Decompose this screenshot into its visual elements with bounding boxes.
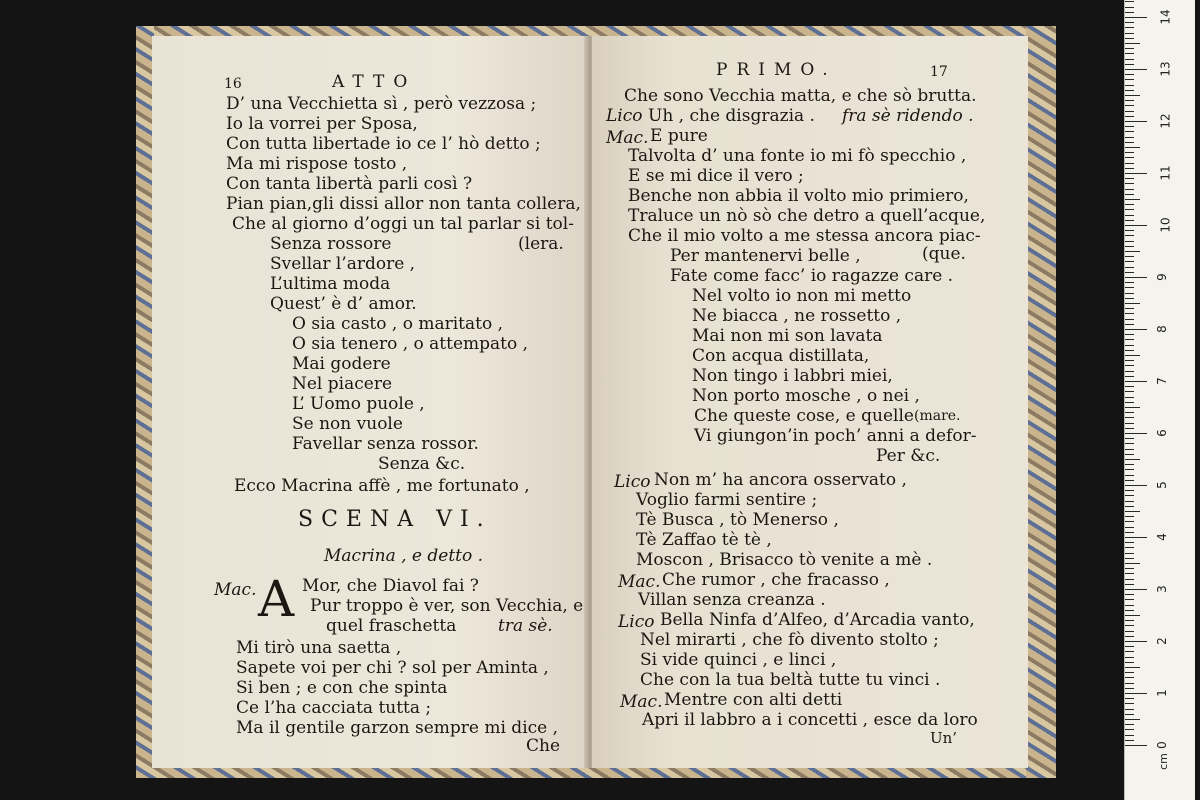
- ruler-tick: [1125, 703, 1134, 704]
- text-line: Apri il labbro a i concetti , esce da loro: [642, 710, 978, 730]
- ruler-tick: [1125, 506, 1134, 507]
- ruler-tick: [1125, 495, 1134, 496]
- text-line: Mai non mi son lavata: [692, 326, 883, 346]
- ruler-tick: [1125, 303, 1140, 304]
- ruler-number: 10: [1158, 217, 1173, 233]
- ruler-tick: [1125, 199, 1140, 200]
- text-line: Moscon , Brisacco tò venite a mè .: [636, 550, 933, 570]
- ruler-number: 11: [1158, 165, 1173, 181]
- text-line: Si ben ; e con che spinta: [236, 678, 448, 698]
- ruler-tick: [1125, 599, 1134, 600]
- ruler-tick: [1125, 407, 1140, 408]
- ruler-tick: [1125, 168, 1134, 169]
- ruler-tick: [1125, 204, 1134, 205]
- ruler-tick: [1125, 319, 1134, 320]
- ruler-tick: [1125, 454, 1134, 455]
- text-line: Che queste cose, e quelle: [694, 406, 914, 426]
- ruler-tick: [1125, 516, 1134, 517]
- ruler-tick: [1125, 371, 1134, 372]
- ruler-tick: [1125, 163, 1134, 164]
- text-line: Villan senza creanza .: [638, 590, 826, 610]
- ruler-number: 1: [1154, 689, 1169, 697]
- text-line: Mor, che Diavol fai ?: [302, 576, 479, 596]
- ruler-tick: [1125, 246, 1134, 247]
- text-line: Pian pian,gli dissi allor non tanta collera,: [226, 194, 581, 214]
- ruler-tick: [1125, 386, 1134, 387]
- text-line: Nel volto io non mi metto: [692, 286, 912, 306]
- ruler-tick: [1125, 95, 1140, 96]
- ruler-tick: [1125, 235, 1134, 236]
- speaker-label: Lico: [606, 106, 643, 126]
- ruler-tick: [1125, 584, 1134, 585]
- ruler-tick: [1125, 521, 1134, 522]
- ruler-tick: [1125, 636, 1134, 637]
- ruler-tick: [1125, 563, 1140, 564]
- text-line: Svellar l’ardore ,: [270, 254, 416, 274]
- scene-title: SCENA VI.: [298, 507, 492, 532]
- ruler-tick: [1125, 261, 1134, 262]
- ruler-tick: [1125, 313, 1134, 314]
- text-line: Ne biacca , ne rossetto ,: [692, 306, 902, 326]
- ruler-tick: [1125, 693, 1147, 694]
- ruler-number: 5: [1154, 481, 1169, 489]
- text-line: Non tingo i labbri miei,: [692, 366, 893, 386]
- ruler-tick: [1125, 459, 1140, 460]
- text-line: Se non vuole: [292, 414, 403, 434]
- text-line: Favellar senza rossor.: [292, 434, 479, 454]
- ruler-number: 6: [1154, 429, 1169, 437]
- text-line: Mai godere: [292, 354, 391, 374]
- text-line: Voglio farmi sentire ;: [636, 490, 818, 510]
- ruler-tick: [1125, 152, 1134, 153]
- ruler-tick: [1125, 324, 1134, 325]
- ruler-tick: [1125, 423, 1134, 424]
- text-line: (lera.: [518, 234, 564, 254]
- ruler-tick: [1125, 90, 1134, 91]
- text-line: Uh , che disgrazia .: [648, 106, 815, 126]
- text-line: Tè Busca , tò Menerso ,: [636, 510, 839, 530]
- text-line: Con tutta libertade io ce l’ hò detto ;: [226, 134, 541, 154]
- text-line: Ma mi rispose tosto ,: [226, 154, 408, 174]
- ruler-tick: [1125, 449, 1134, 450]
- text-line: Bella Ninfa d’Alfeo, d’Arcadia vanto,: [660, 610, 975, 630]
- ruler-tick: [1125, 558, 1134, 559]
- text-line: Benche non abbia il volto mio primiero,: [628, 186, 969, 206]
- ruler-tick: [1125, 142, 1134, 143]
- ruler-number: 8: [1154, 325, 1169, 333]
- text-line: Che il mio volto a me stessa ancora piac-: [628, 226, 981, 246]
- ruler-tick: [1125, 59, 1134, 60]
- text-line: Ecco Macrina affè , me fortunato ,: [234, 476, 530, 496]
- text-line: O sia casto , o maritato ,: [292, 314, 503, 334]
- page-number: 17: [930, 64, 948, 80]
- text-line: quel fraschetta: [326, 616, 457, 636]
- ruler-number: 2: [1154, 637, 1169, 645]
- ruler-tick: [1125, 428, 1134, 429]
- ruler-number: 0: [1154, 741, 1169, 749]
- ruler-tick: [1125, 69, 1147, 70]
- ruler-tick: [1125, 17, 1147, 18]
- ruler-tick: [1125, 173, 1147, 174]
- text-line: Per mantenervi belle ,: [670, 246, 861, 266]
- ruler-tick: [1125, 657, 1134, 658]
- ruler-tick: [1125, 111, 1134, 112]
- ruler-tick: [1125, 641, 1147, 642]
- ruler-tick: [1125, 469, 1134, 470]
- speaker-label: Mac.: [214, 580, 257, 600]
- text-line: Non porto mosche , o nei ,: [692, 386, 920, 406]
- ruler-tick: [1125, 220, 1134, 221]
- ruler-tick: [1125, 532, 1134, 533]
- ruler-tick: [1125, 157, 1134, 158]
- stage-direction: fra sè ridendo .: [842, 106, 974, 126]
- running-head: ATTO: [332, 72, 417, 92]
- ruler-tick: [1125, 64, 1134, 65]
- ruler-tick: [1125, 698, 1134, 699]
- ruler-tick: [1125, 293, 1134, 294]
- text-line: Senza rossore: [270, 234, 392, 254]
- text-line: Non m’ ha ancora osservato ,: [654, 470, 907, 490]
- text-line: Senza &c.: [378, 454, 466, 474]
- ruler-tick: [1125, 677, 1134, 678]
- ruler-tick: [1125, 137, 1134, 138]
- ruler-tick: [1125, 209, 1134, 210]
- text-line: Mentre con alti detti: [664, 690, 843, 710]
- ruler-tick: [1125, 412, 1134, 413]
- ruler-tick: [1125, 277, 1147, 278]
- ruler-tick: [1125, 183, 1134, 184]
- measuring-ruler: [1124, 0, 1195, 800]
- ruler-tick: [1125, 610, 1134, 611]
- ruler-tick: [1125, 740, 1134, 741]
- ruler-tick: [1125, 714, 1134, 715]
- ruler-tick: [1125, 230, 1134, 231]
- ruler-tick: [1125, 345, 1134, 346]
- text-line: Si vide quinci , e linci ,: [640, 650, 837, 670]
- ruler-tick: [1125, 131, 1134, 132]
- ruler-tick: [1125, 745, 1147, 746]
- ruler-tick: [1125, 402, 1134, 403]
- ruler-tick: [1125, 27, 1134, 28]
- ruler-tick: [1125, 215, 1134, 216]
- ruler-number: 12: [1158, 113, 1173, 129]
- ruler-tick: [1125, 376, 1134, 377]
- text-line: Vi giungon’in poch’ anni a defor-: [694, 426, 977, 446]
- ruler-tick: [1125, 662, 1134, 663]
- text-line: (mare.: [914, 408, 961, 424]
- ruler-tick: [1125, 651, 1134, 652]
- text-line: Mi tirò una saetta ,: [236, 638, 402, 658]
- ruler-tick: [1125, 22, 1134, 23]
- ruler-tick: [1125, 350, 1134, 351]
- text-line: L’ultima moda: [270, 274, 391, 294]
- ruler-tick: [1125, 480, 1134, 481]
- ruler-tick: [1125, 355, 1140, 356]
- text-line: D’ una Vecchietta sì , però vezzosa ;: [226, 94, 537, 114]
- ruler-tick: [1125, 527, 1134, 528]
- text-line: Fate come facc’ io ragazze care .: [670, 266, 954, 286]
- ruler-number: 4: [1154, 533, 1169, 541]
- speaker-label: Mac.: [606, 128, 649, 148]
- speaker-label: Mac.: [618, 572, 661, 592]
- ruler-tick: [1125, 688, 1134, 689]
- ruler-tick: [1125, 251, 1140, 252]
- left-page: [152, 36, 588, 768]
- ruler-unit: cm: [1156, 753, 1170, 770]
- ruler-tick: [1125, 178, 1134, 179]
- text-line: Che sono Vecchia matta, e che sò brutta.: [624, 86, 977, 106]
- ruler-tick: [1125, 43, 1140, 44]
- ruler-number: 3: [1154, 585, 1169, 593]
- ruler-tick: [1125, 287, 1134, 288]
- ruler-tick: [1125, 334, 1134, 335]
- ruler-tick: [1125, 615, 1140, 616]
- text-line: Sapete voi per chi ? sol per Aminta ,: [236, 658, 549, 678]
- text-line: Traluce un nò sò che detro a quell’acque,: [628, 206, 986, 226]
- ruler-tick: [1125, 74, 1134, 75]
- ruler-tick: [1125, 241, 1134, 242]
- text-line: Con acqua distillata,: [692, 346, 870, 366]
- ruler-tick: [1125, 547, 1134, 548]
- page-number: 16: [224, 76, 242, 92]
- drop-cap: A: [258, 570, 295, 628]
- ruler-tick: [1125, 438, 1134, 439]
- ruler-tick: [1125, 433, 1147, 434]
- ruler-tick: [1125, 490, 1134, 491]
- ruler-tick: [1125, 121, 1147, 122]
- text-line: Nel piacere: [292, 374, 392, 394]
- ruler-tick: [1125, 381, 1147, 382]
- ruler-tick: [1125, 267, 1134, 268]
- ruler-tick: [1125, 553, 1134, 554]
- ruler-tick: [1125, 672, 1134, 673]
- ruler-tick: [1125, 735, 1134, 736]
- stage-direction: tra sè.: [498, 616, 553, 636]
- text-line: O sia tenero , o attempato ,: [292, 334, 529, 354]
- ruler-tick: [1125, 33, 1134, 34]
- text-line: Pur troppo è ver, son Vecchia, e: [310, 596, 584, 616]
- ruler-tick: [1125, 1, 1134, 2]
- ruler-tick: [1125, 147, 1140, 148]
- ruler-tick: [1125, 105, 1134, 106]
- text-line: E se mi dice il vero ;: [628, 166, 804, 186]
- ruler-tick: [1125, 360, 1134, 361]
- ruler-tick: [1125, 729, 1134, 730]
- ruler-tick: [1125, 38, 1134, 39]
- text-line: Con tanta libertà parli così ?: [226, 174, 473, 194]
- ruler-tick: [1125, 298, 1134, 299]
- ruler-tick: [1125, 443, 1134, 444]
- ruler-tick: [1125, 189, 1134, 190]
- ruler-tick: [1125, 537, 1147, 538]
- ruler-tick: [1125, 709, 1134, 710]
- ruler-tick: [1125, 397, 1134, 398]
- ruler-tick: [1125, 573, 1134, 574]
- ruler-tick: [1125, 620, 1134, 621]
- text-line: E pure: [650, 126, 708, 146]
- speaker-label: Lico: [618, 612, 655, 632]
- ruler-number: 7: [1154, 377, 1169, 385]
- ruler-tick: [1125, 282, 1134, 283]
- ruler-tick: [1125, 100, 1134, 101]
- ruler-tick: [1125, 48, 1134, 49]
- ruler-tick: [1125, 667, 1140, 668]
- ruler-tick: [1125, 579, 1134, 580]
- ruler-tick: [1125, 53, 1134, 54]
- text-line: (que.: [922, 244, 966, 264]
- ruler-tick: [1125, 339, 1134, 340]
- catchword: Un’: [930, 729, 958, 747]
- ruler-tick: [1125, 511, 1140, 512]
- ruler-tick: [1125, 194, 1134, 195]
- ruler-tick: [1125, 464, 1134, 465]
- ruler-tick: [1125, 116, 1134, 117]
- text-line: Quest’ è d’ amor.: [270, 294, 417, 314]
- ruler-tick: [1125, 391, 1134, 392]
- speaker-label: Lico: [614, 472, 651, 492]
- running-head: PRIMO.: [716, 60, 837, 80]
- ruler-tick: [1125, 485, 1147, 486]
- ruler-tick: [1125, 605, 1134, 606]
- ruler-tick: [1125, 308, 1134, 309]
- text-line: Tè Zaffao tè tè ,: [636, 530, 772, 550]
- ruler-tick: [1125, 475, 1134, 476]
- ruler-tick: [1125, 126, 1134, 127]
- text-line: L’ Uomo puole ,: [292, 394, 425, 414]
- text-line: Che con la tua beltà tutte tu vinci .: [640, 670, 941, 690]
- text-line: Ce l’ha cacciata tutta ;: [236, 698, 432, 718]
- ruler-tick: [1125, 625, 1134, 626]
- ruler-tick: [1125, 12, 1134, 13]
- scene-characters: Macrina , e detto .: [324, 546, 484, 566]
- text-line: Nel mirarti , che fò divento stolto ;: [640, 630, 939, 650]
- text-line: Io la vorrei per Sposa,: [226, 114, 418, 134]
- text-line: Che al giorno d’oggi un tal parlar si tol-: [232, 214, 574, 234]
- ruler-tick: [1125, 225, 1147, 226]
- ruler-number: 9: [1154, 273, 1169, 281]
- speaker-label: Mac.: [620, 692, 663, 712]
- ruler-tick: [1125, 85, 1134, 86]
- ruler-tick: [1125, 329, 1147, 330]
- ruler-tick: [1125, 589, 1147, 590]
- ruler-number: 14: [1158, 9, 1173, 25]
- ruler-tick: [1125, 631, 1134, 632]
- ruler-tick: [1125, 719, 1140, 720]
- ruler-tick: [1125, 79, 1134, 80]
- ruler-tick: [1125, 272, 1134, 273]
- ruler-number: 13: [1158, 61, 1173, 77]
- ruler-tick: [1125, 568, 1134, 569]
- ruler-tick: [1125, 501, 1134, 502]
- ruler-tick: [1125, 7, 1134, 8]
- text-line: Che rumor , che fracasso ,: [662, 570, 890, 590]
- text-line: Talvolta d’ una fonte io mi fò specchio ,: [628, 146, 967, 166]
- ruler-tick: [1125, 256, 1134, 257]
- ruler-tick: [1125, 594, 1134, 595]
- ruler-tick: [1125, 365, 1134, 366]
- right-page: [592, 36, 1028, 768]
- ruler-tick: [1125, 542, 1134, 543]
- text-line: Ma il gentile garzon sempre mi dice ,: [236, 718, 559, 738]
- ruler-tick: [1125, 417, 1134, 418]
- text-line: Per &c.: [876, 446, 941, 466]
- ruler-tick: [1125, 646, 1134, 647]
- marbled-cover-right: [1026, 26, 1056, 778]
- ruler-tick: [1125, 724, 1134, 725]
- ruler-tick: [1125, 683, 1134, 684]
- catchword: Che: [526, 736, 561, 756]
